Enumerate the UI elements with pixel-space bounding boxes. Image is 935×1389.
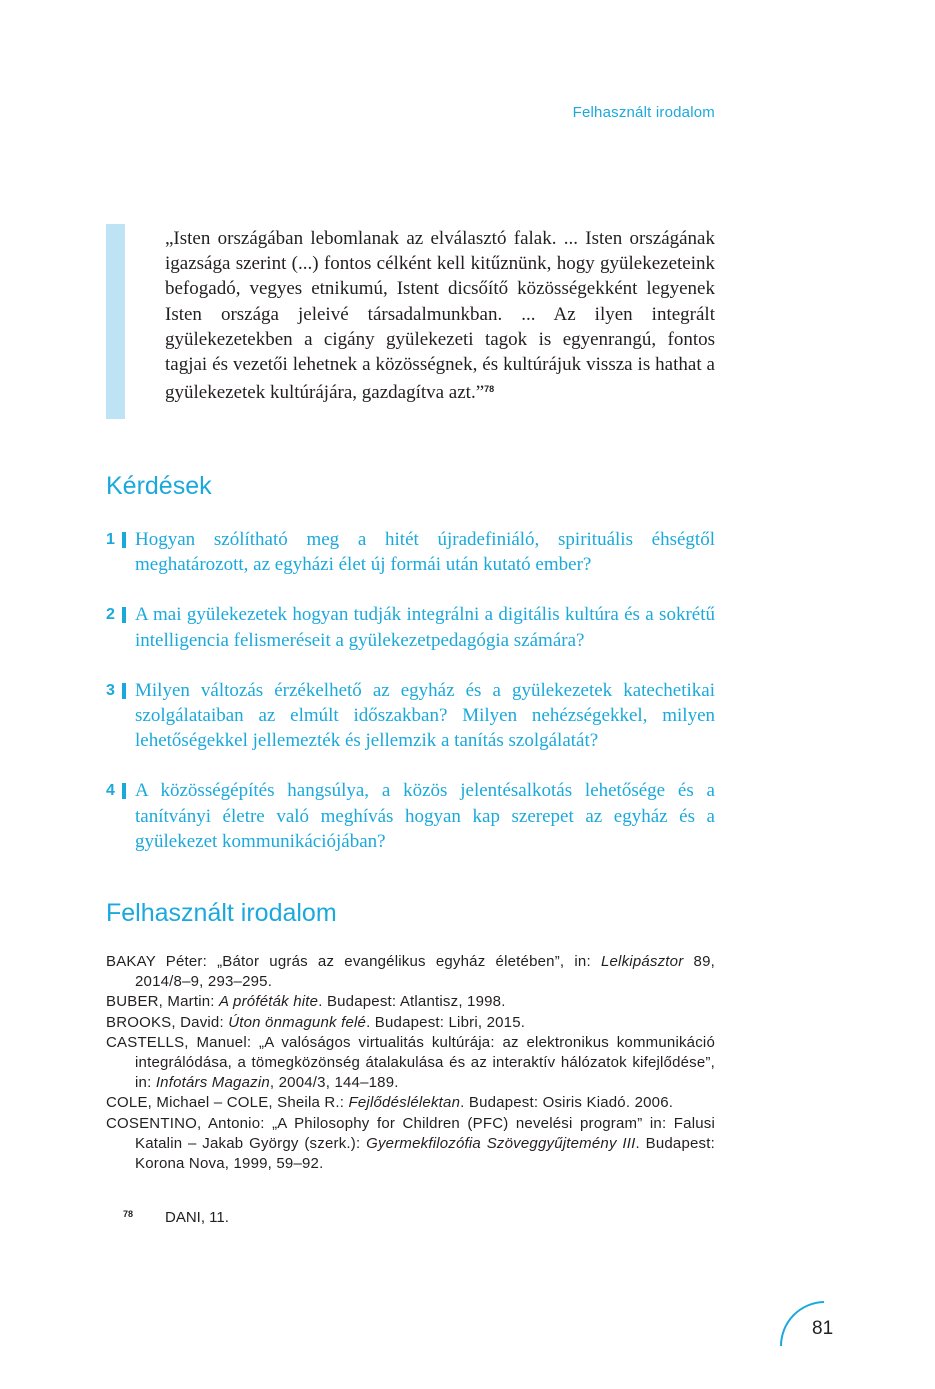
- reference-text: , 2004/3, 144–189.: [269, 1074, 399, 1092]
- references-heading: Felhasznált irodalom: [106, 899, 337, 927]
- question-marker: [122, 532, 126, 548]
- reference-entry: [106, 1033, 715, 1094]
- reference-title: A próféták hite: [219, 993, 319, 1011]
- question-text: A mai gyülekezetek hogyan tudják integrálni a digitális kultúra és a sokrétű intelligencia felismeréseit a gyülekezetpedagógia számára?: [135, 604, 715, 651]
- reference-text: . Budapest: Korona Nova, 1999, 59–92.: [135, 1134, 715, 1173]
- question-number: 2: [106, 606, 115, 624]
- question-marker: [122, 607, 126, 623]
- question-marker: [122, 783, 126, 799]
- question-number: 3: [106, 681, 115, 699]
- reference-text: . Budapest: Osiris Kiadó. 2006.: [460, 1094, 674, 1112]
- reference-title: Infotárs Magazin: [155, 1074, 270, 1092]
- page-number: 81: [812, 1318, 834, 1339]
- footnote-number: 78: [123, 1209, 134, 1219]
- reference-text: COLE, Michael – COLE, Sheila R.:: [106, 1094, 349, 1112]
- question-text: Hogyan szólítható meg a hitét újradefiniáló, spirituális éhségtől meghatározott, az egyházi élet új formái után kutató ember?: [135, 529, 715, 576]
- footnote-text: DANI, 11.: [165, 1209, 229, 1226]
- footnote-reference[interactable]: 78: [484, 384, 495, 395]
- reference-title: Úton önmagunk felé: [228, 1013, 367, 1031]
- reference-entry: [106, 952, 715, 992]
- reference-text: 89, 2014/8–9, 293–295.: [135, 953, 716, 991]
- reference-entry: [106, 1114, 715, 1175]
- question-item: [106, 527, 715, 577]
- references-list: [106, 952, 715, 1174]
- quote-text: „Isten országában lebomlanak az elválasztó falak. ... Isten országának igazsága szerint (...) fontos célként kell kitűznünk, hogy gyülekezeteink befogadó, vegyes etnikumú, Istent dicsőítő közösségekként legyenek Isten országa jeleivé társadalmunkban. ... Az ilyen integrált gyülekezetekben a cigány gyülekezeti tagok is egyenrangú, fontos tagjai és vezetői lehetnek a közösségnek, és kultúrájuk vissza is hathat a gyülekezetek kultúrájára, gazdagítva azt.”: [165, 228, 715, 404]
- question-text: Milyen változás érzékelhető az egyház és a gyülekezetek katechetikai szolgálataiban az elmúlt időszakban? Milyen nehézségekkel, milyen lehetőségekkel jellemezték és jellemzik a tanítás szolgálatát?: [135, 679, 715, 752]
- block-quote: [165, 226, 715, 405]
- reference-text: . Budapest: Libri, 2015.: [366, 1013, 526, 1031]
- questions-heading: Kérdések: [106, 472, 212, 500]
- reference-entry: [106, 1013, 715, 1033]
- reference-entry: [106, 1093, 715, 1113]
- question-item: [106, 602, 715, 652]
- reference-text: COSENTINO, Antonio: „A Philosophy for Children (PFC) nevelési program” in: Falusi Katalin – Jakab György (szerk.):: [106, 1114, 715, 1152]
- question-number: 1: [106, 531, 115, 548]
- reference-title: Gyermekfilozófia Szöveggyűjtemény III: [366, 1134, 636, 1152]
- reference-text: BUBER, Martin:: [106, 993, 220, 1011]
- reference-text: CASTELLS, Manuel: „A valóságos virtualitás kultúrája: az elektronikus kommunikáció integrálódása, a tömegközönség átalakulása és az interaktív hálózatok kifejlődése”, in:: [106, 1033, 715, 1092]
- question-marker: [122, 683, 126, 699]
- question-text: A közösségépítés hangsúlya, a közös jelentésalkotás lehetősége és a tanítványi életre való meghívás hogyan kap szerepet az egyház és a gyülekezet kommunikációjában?: [135, 780, 715, 852]
- reference-text: . Budapest: Atlantisz, 1998.: [318, 993, 506, 1011]
- questions-list: [106, 527, 715, 879]
- running-head: Felhasznált irodalom: [572, 104, 715, 121]
- question-item: [106, 678, 715, 754]
- reference-entry: [106, 992, 715, 1012]
- reference-title: Lelkipásztor: [600, 953, 684, 970]
- reference-text: BAKAY Péter: „Bátor ugrás az evangélikus egyház életében”, in:: [106, 953, 601, 970]
- quote-accent-bar: [106, 224, 125, 419]
- question-number: 4: [106, 782, 115, 800]
- question-item: [106, 778, 715, 854]
- reference-title: Fejlődéslélektan: [348, 1094, 461, 1112]
- reference-text: BROOKS, David:: [106, 1013, 229, 1031]
